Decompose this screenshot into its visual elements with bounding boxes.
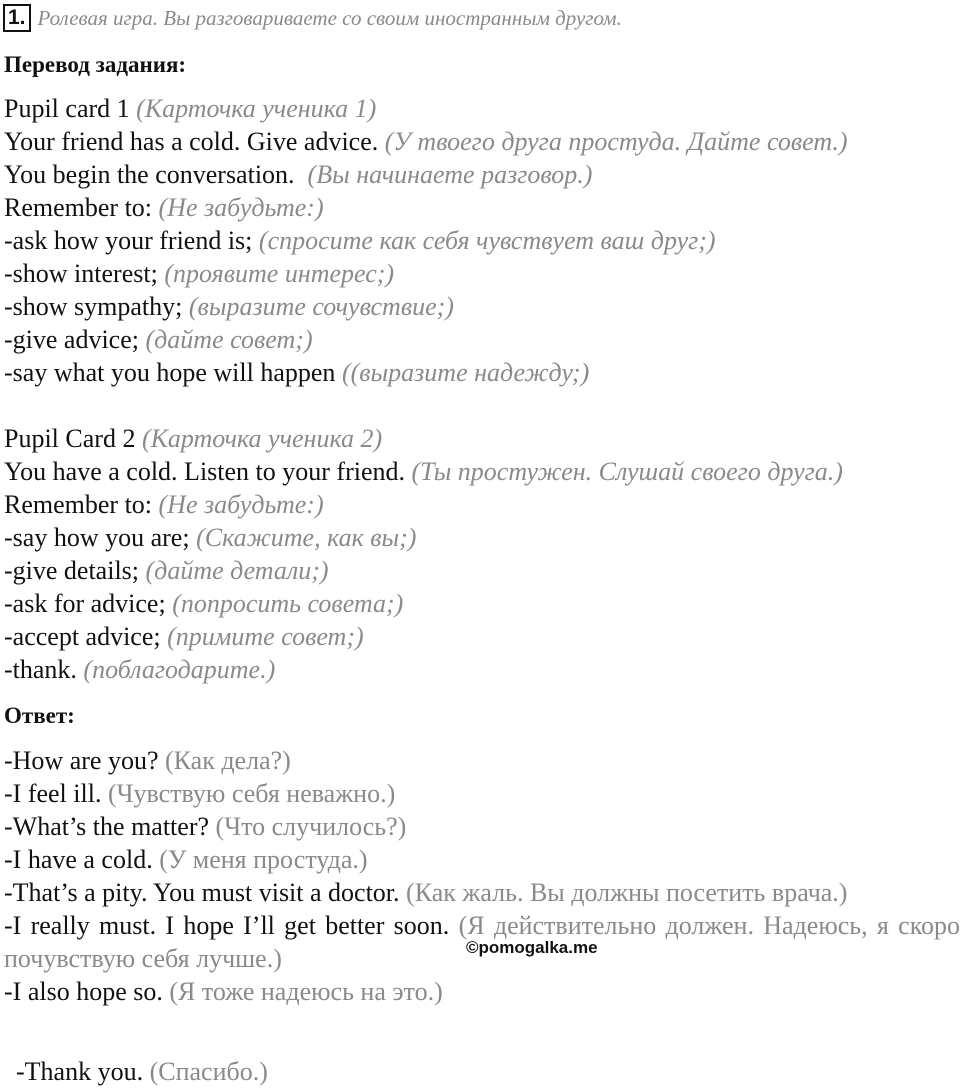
card2-line [4,653,275,686]
answer-line-ru: (Как жаль. Вы должны посетить врача.) [406,878,848,907]
card2-line-en: -give details; [4,556,140,585]
answer-line-ru: (Чувствую себя неважно.) [107,779,396,808]
card1-line-ru: (У твоего друга простуда. Дайте совет.) [384,127,848,156]
card1-line [4,191,324,224]
card2-line [4,455,843,488]
card2-line-en: Pupil Card 2 [4,424,136,453]
card2-line [4,587,403,620]
answer-line [4,876,847,909]
card1-line-en: -ask how your friend is; [4,226,253,255]
answer-heading: Ответ: [4,703,75,728]
card1-line [4,125,848,158]
answer-line-en: -That’s a pity. You must visit a doctor. [4,878,400,907]
card2-line-ru: (Ты простужен. Слушай своего друга.) [411,457,843,486]
answer-line [4,777,395,810]
answer-line-ru: (Что случилось?) [215,812,407,841]
card2-line-ru: (дайте детали;) [145,556,329,585]
card1-line [4,290,454,323]
card2-line-ru: (Скажите, как вы;) [196,523,417,552]
card1-line-en: Remember to: [4,193,153,222]
card1-line-en: -say what you hope will happen [4,358,336,387]
card1-line [4,323,313,356]
answer-line-en: -What’s the matter? [4,812,210,841]
card2-line [4,521,416,554]
task-header [3,3,622,33]
answer-line [4,744,291,777]
card2-line-ru: (Карточка ученика 2) [141,424,383,453]
answer-line-en: -I feel ill. [4,779,102,808]
card2-line [4,488,324,521]
card1-line-ru: (Не забудьте:) [158,193,324,222]
card2-line [4,620,364,653]
card1-line [4,257,394,290]
card2-line-ru: (попросить совета;) [172,589,404,618]
card1-line-en: -give advice; [4,325,139,354]
final-line-en: -Thank you. [16,1057,144,1086]
card1-line [4,92,376,125]
card1-line-ru: (спросите как себя чувствует ваш друг;) [258,226,716,255]
card2-line-en: -ask for advice; [4,589,166,618]
card2-line-ru: (примите совет;) [167,622,364,651]
card2-line-ru: (поблагодарите.) [83,655,276,684]
final-line [16,1055,268,1088]
translation-heading: Перевод задания: [4,52,187,77]
answer-line-en: -I also hope so. [4,977,163,1006]
card1-line-en: -show sympathy; [4,292,183,321]
card1-line-en: Your friend has a cold. Give advice. [4,127,379,156]
watermark: ©pomogalka.me [466,938,598,957]
card1-line [4,158,592,191]
card1-line-en: -show interest; [4,259,158,288]
card2-line [4,554,329,587]
card2-line-en: -accept advice; [4,622,161,651]
card1-line-en: Pupil card 1 [4,94,130,123]
task-description: Ролевая игра. Вы разговариваете со своим иностранным другом. [37,5,622,30]
answer-line-ru: (Я тоже надеюсь на это.) [169,977,443,1006]
answer-line [4,975,443,1008]
card2-line [4,422,382,455]
answer-line-en: -How are you? [4,746,159,775]
answer-line-en: -I have a cold. [4,845,153,874]
card1-line-ru: ((выразите надежду;) [341,358,590,387]
answer-line-ru: (Как дела?) [165,746,291,775]
final-line-ru: (Спасибо.) [149,1057,268,1086]
card2-line-en: Remember to: [4,490,153,519]
card1-line-ru: (выразите сочувствие;) [188,292,454,321]
card1-line [4,224,716,257]
card2-line-ru: (Не забудьте:) [158,490,324,519]
answer-line-ru: (Я действительно должен. Надеюсь, я скоро почувствую себя лучше.) [4,911,960,973]
card1-line-ru: (проявите интерес;) [164,259,395,288]
card1-line-ru: (Вы начинаете разговор.) [307,160,593,189]
answer-line-en: -I really must. I hope I’ll get better soon. [4,911,450,940]
card1-line-ru: (Карточка ученика 1) [136,94,377,123]
card2-line-en: -thank. [4,655,77,684]
card1-line-en: You begin the conversation. [4,160,295,189]
card1-line-ru: (дайте совет;) [145,325,313,354]
task-number: 1. [3,4,31,32]
card1-line [4,356,589,389]
card2-line-en: You have a cold. Listen to your friend. [4,457,406,486]
card2-line-en: -say how you are; [4,523,190,552]
answer-line [4,810,406,843]
answer-line [4,843,368,876]
answer-line-ru: (У меня простуда.) [159,845,368,874]
